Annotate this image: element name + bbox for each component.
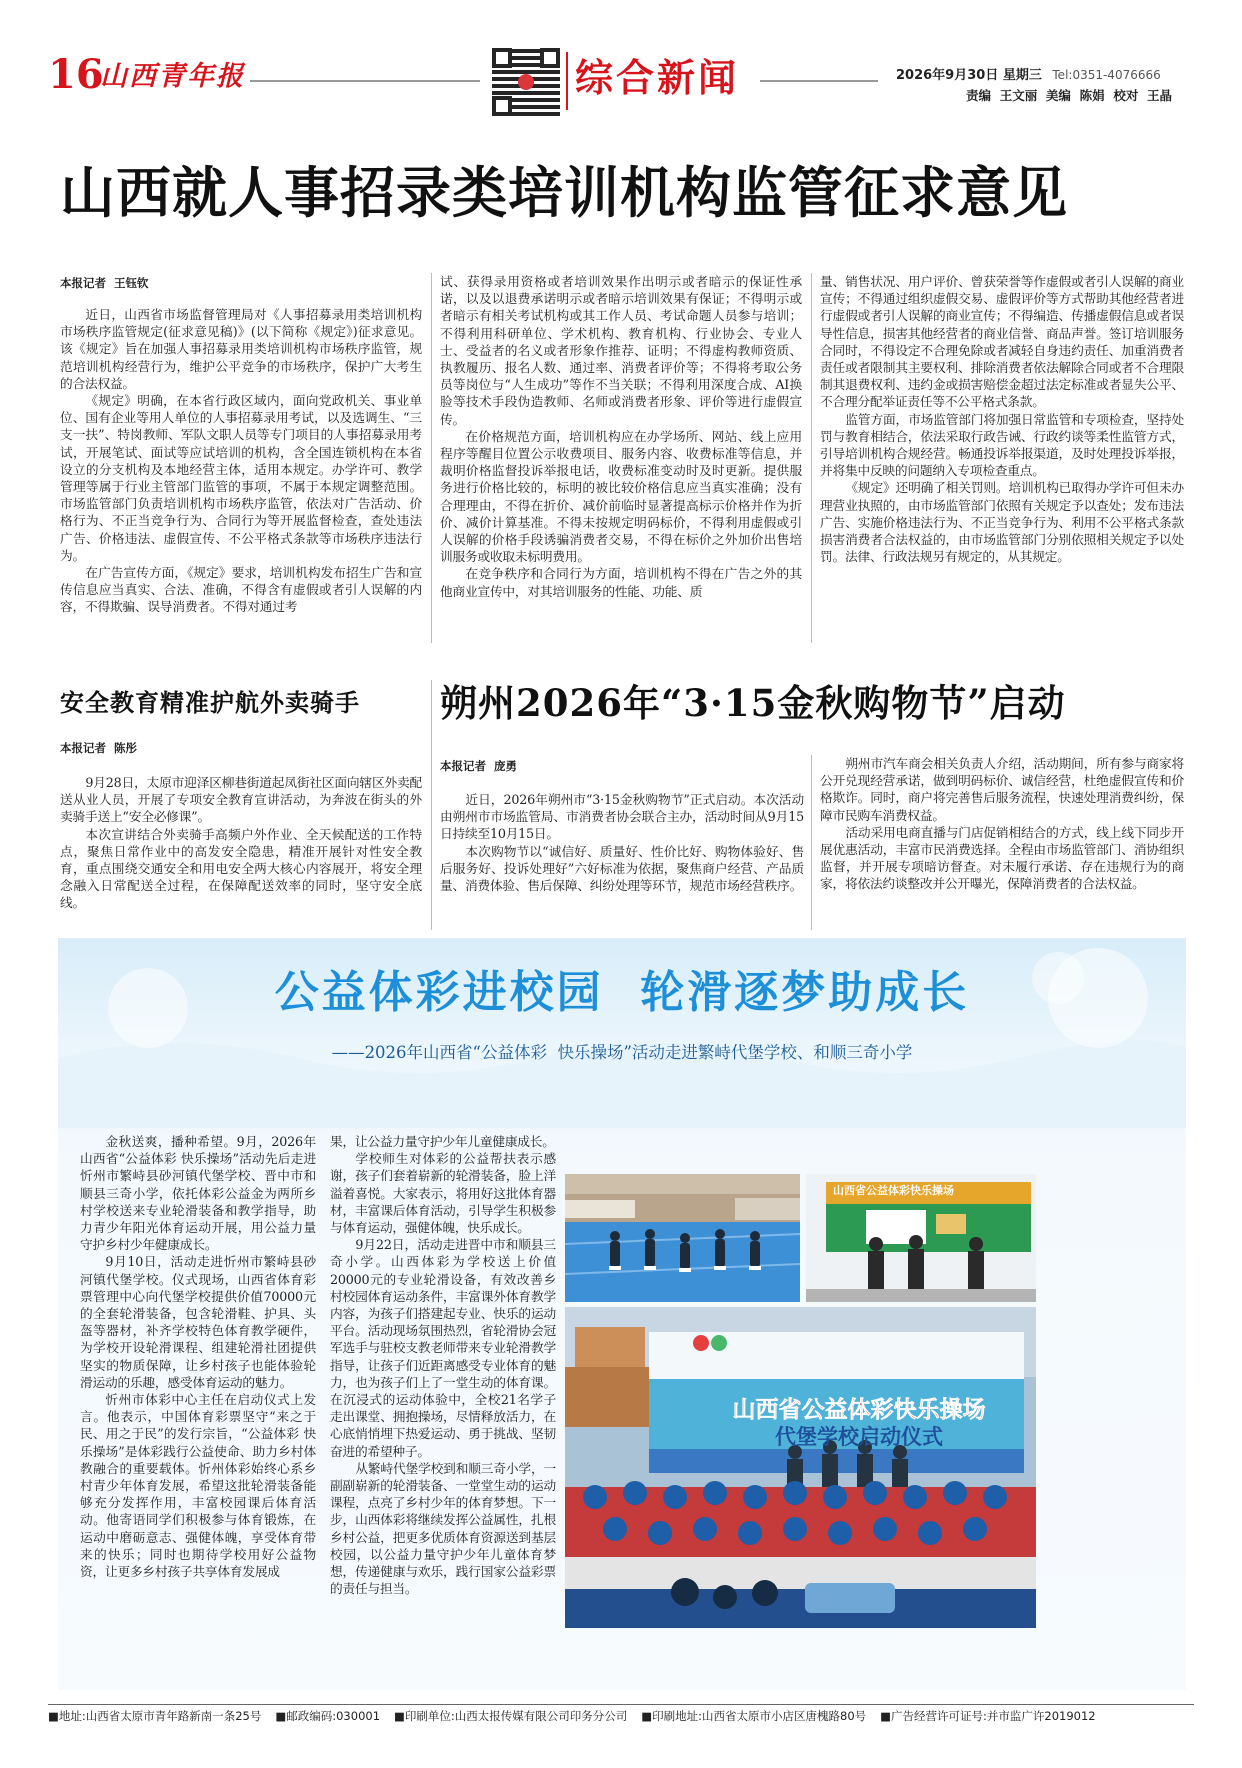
- column-rule: [811, 755, 812, 930]
- footer: [48, 1708, 1194, 1724]
- footer-rule: [48, 1704, 1194, 1705]
- story3-paragraph: 本次购物节以“诚信好、质量好、性价比好、购物体验好、售后服务好、投诉处理好”六好标准为依据，聚焦商户经营、产品质量、消费体验、售后保障、纠纷处理等环节，规范市场经营秩序。: [440, 843, 804, 894]
- section-title: 综合新闻: [575, 55, 740, 100]
- footer-print-address: ■印刷地址:山西省太原市小店区唐槐路80号: [641, 1709, 867, 1723]
- lead-paragraph: 在广告宣传方面，《规定》要求，培训机构发布招生广告和宣传信息应当真实、合法、准确，不得含有虚假或者引人误解的内容，不得欺骗、误导消费者。不得对通过考: [60, 565, 422, 615]
- banner-line-1: 山西省公益体彩快乐操场: [732, 1397, 986, 1423]
- lead-paragraph: 试、获得录用资格或者培训效果作出明示或者暗示的保证性承诺，以及以退费承诺明示或者暗示培训效果有保证；不得明示或者暗示有相关考试机构或其工作人员、考试命题人员参与培训；不得利用科研单位、学术机构、教育机构、行业协会、专业人士、受益者的名义或者形象作推荐、证明；不得虚构教师资质、执教履历、报名人数、通过率、消费者评价等；不得将考取公务员等岗位与“人生成功”等作不当关联；不得利用深度合成、AI换脸等技术手段伪造教师、名师或消费者形象、评价等进行虚假宣传。: [440, 274, 802, 427]
- feature-block: [58, 938, 1186, 1690]
- tel-text: Tel:0351-4076666: [1052, 68, 1161, 82]
- banner-line-2: 代堡学校启动仪式: [775, 1425, 943, 1449]
- lead-paragraph: 《规定》还明确了相关罚则。培训机构已取得办学许可但未办理营业执照的，由市场监管部门依照有关规定予以查处；发布违法广告、实施价格违法行为、不正当竞争行为、利用不公平格式条款损害消费者合法权益的，由市场监管部门分别依照相关规定予以处罚。法律、行政法规另有规定的，从其规定。: [820, 480, 1184, 565]
- feature-column-1: [80, 1133, 316, 1580]
- masthead-rule-right: [760, 80, 878, 82]
- story2-headline: 安全教育精准护航外卖骑手: [60, 688, 360, 717]
- story3-paragraph: 朔州市汽车商会相关负责人介绍，活动期间，所有参与商家将公开兑现经营承诺，做到明码标价、诚信经营，杜绝虚假宣传和价格欺诈。同时，商户将完善售后服务流程，快速处理消费纠纷，保障市民购车消费权益。: [820, 756, 1184, 823]
- editors-line: 责编 王文丽 美编 陈娟 校对 王晶: [966, 88, 1173, 103]
- lead-column-2: [440, 273, 802, 600]
- column-rule: [431, 680, 432, 930]
- feature-paragraph: 忻州市体彩中心主任在启动仪式上发言。他表示，中国体育彩票坚守“来之于民、用之于民”的发行宗旨，“公益体彩 快乐操场”是体彩践行公益使命、助力乡村体教融合的重要载体。忻州体彩始终心系乡村青少年体育发展，希望这批轮滑装备能够充分发挥作用，丰富校园课后体育活动。他寄语同学们积极参与体育锻炼，在运动中磨砺意志、强健体魄，享受体育带来的快乐；同时也期待学校用好公益物资，让更多乡村孩子共享体育发展成: [80, 1392, 316, 1580]
- section-divider-bar: [566, 52, 568, 110]
- story2-paragraph: 本次宣讲结合外卖骑手高频户外作业、全天候配送的工作特点，聚焦日常作业中的高发安全隐患，精准开展针对性安全教育，重点围绕交通安全和用电安全两大核心内容展开，将安全理念融入日常配送全过程，在保障配送效率的同时，坚守安全底线。: [60, 826, 422, 911]
- date-text: 2026年9月30日 星期三: [896, 68, 1042, 83]
- story3-headline: 朔州2026年“3·15金秋购物节”启动: [440, 681, 1066, 725]
- feature-paragraph: 果，让公益力量守护少年儿童健康成长。: [330, 1134, 555, 1149]
- feature-title: 公益体彩进校园 轮滑逐梦助成长: [274, 967, 970, 1018]
- footer-printer: ■印刷单位:山西太报传媒有限公司印务分公司: [394, 1709, 628, 1723]
- masthead-rule-left: [250, 80, 480, 82]
- sign-text: 山西省公益体彩快乐操场: [833, 1184, 954, 1197]
- column-rule: [431, 273, 432, 643]
- footer-address: ■地址:山西省太原市青年路新南一条25号: [48, 1709, 262, 1723]
- lead-paragraph: 量、销售状况、用户评价、曾获荣誉等作虚假或者引人误解的商业宣传；不得通过组织虚假交易、虚假评价等方式帮助其他经营者进行虚假或者引人误解的商业宣传；不得编造、传播虚假信息或者误导性信息，损害其他经营者的商业信誉、商品声誉。签订培训服务合同时，不得设定不合理免除或者减轻自身违约责任、加重消费者责任或者限制其主要权利、排除消费者依法解除合同或者不合理限制其退费权利、违约金或损害赔偿金超过法定标准或者显失公平、不合理分配举证责任等不公平格式条款。: [820, 274, 1184, 410]
- feature-column-2: [330, 1133, 556, 1597]
- lead-paragraph: 在价格规范方面，培训机构应在办学场所、网站、线上应用程序等醒目位置公示收费项目、服务内容、收费标准等信息，并裁明价格监督投诉举报电话，收费标准变动时及时更新。提供服务进行价格比较的，标明的被比较价格信息应当真实准确；没有合理理由，不得在折价、减价前临时显著提高标示价格并作为折价、减价计算基准。不得未按规定明码标价，不得利用虚假或引人误解的价格手段诱骗消费者交易，不得在标价之外加价出售培训服务或收取未标明费用。: [440, 428, 802, 565]
- feature-paragraph: 从繁峙代堡学校到和顺三奇小学，一副副崭新的轮滑装备、一堂堂生动的运动课程，点亮了乡村少年的体育梦想。下一步，山西体彩将继续发挥公益属性，扎根乡村公益，把更多优质体育资源送到基层校园，以公益力量守护少年儿童体育梦想，传递健康与欢乐，践行国家公益彩票的责任与担当。: [330, 1460, 556, 1597]
- story2-byline: 本报记者 陈彤: [60, 741, 138, 755]
- lead-column-3: [820, 273, 1184, 565]
- lead-headline: 山西就人事招录类培训机构监管征求意见: [60, 160, 1069, 225]
- qr-code[interactable]: [492, 48, 560, 116]
- lead-paragraph: 《规定》明确，在本省行政区域内，面向党政机关、事业单位、国有企业等用人单位的人事招募录用考试，以及选调生、“三支一扶”、特岗教师、军队文职人员等专门项目的人事招募录用考试，开展笔试、面试等应试培训的机构，含全国连锁机构在本省设立的分支机构及本地经营主体，适用本规定。办学许可、教学管理等属于行业主管部门监管的事项，不属于本规定调整范围。市场监管部门负责培训机构市场秩序监管，依法对广告活动、价格行为、不正当竞争行为、合同行为等开展监督检查，查处违法广告、价格违法、虚假宣传、不公平格式条款等市场秩序违法行为。: [60, 393, 422, 563]
- column-rule: [811, 273, 812, 643]
- feature-paragraph: 9月22日，活动走进晋中市和顺县三奇小学。山西体彩为学校送上价值20000元的专业轮滑设备，有效改善乡村校园体育运动条件，丰富课外体育教学内容，为孩子们搭建起专业、快乐的运动平台。活动现场氛围热烈，省轮滑协会冠军选手与驻校支教老师带来专业轮滑教学指导，让孩子们近距离感受专业体育的魅力，也为孩子们上了一堂生动的体育课。在沉浸式的运动体验中，全校21名学子走出课堂、拥抱操场，尽情释放活力，在心底悄悄埋下热爱运动、勇于挑战、坚韧奋进的希望种子。: [330, 1237, 556, 1459]
- feature-paragraph: 9月10日，活动走进忻州市繁峙县砂河镇代堡学校。仪式现场，山西省体育彩票管理中心向代堡学校提供价值70000元的全套轮滑装备，包含轮滑鞋、护具、头盔等器材，补齐学校特色体育教学硬件，为学校开设轮滑课程、组建轮滑社团提供坚实的物质保障，让乡村孩子也能体验轮滑运动的乐趣，感受体育运动的魅力。: [80, 1254, 316, 1390]
- photo-group-launch: [565, 1307, 1036, 1628]
- story3-byline: 本报记者 庞勇: [440, 759, 518, 773]
- feature-paragraph: 金秋送爽，播种希望。9月，2026年山西省“公益体彩 快乐操场”活动先后走进忻州市繁峙县砂河镇代堡学校、晋中市和顺县三奇小学，依托体彩公益金为两所乡村学校送来专业轮滑装备和教学指导，助力青少年阳光体育运动开展，用公益力量守护乡村少年健康成长。: [80, 1134, 316, 1253]
- story3-paragraph: 近日，2026年朔州市“3·15金秋购物节”正式启动。本次活动由朔州市市场监管局、市消费者协会联合主办，活动时间从9月15日持续至10月15日。: [440, 792, 804, 842]
- story2-paragraph: 9月28日，太原市迎泽区柳巷街道起凤街社区面向辖区外卖配送从业人员，开展了专项安全教育宣讲活动，为奔波在街头的外卖骑手送上“安全必修课”。: [60, 775, 422, 825]
- footer-postcode: ■邮政编码:030001: [275, 1709, 381, 1723]
- lead-paragraph: 监管方面，市场监管部门将加强日常监管和专项检查，坚持处罚与教育相结合，依法采取行政告诫、行政约谈等柔性监管方式，引导培训机构合规经营。畅通投诉举报渠道，及时处理投诉举报，并将集中反映的问题纳入专项检查重点。: [820, 411, 1184, 479]
- footer-license: ■广告经营许可证号:并市监广许2019012: [880, 1709, 1096, 1723]
- masthead: [0, 0, 1242, 118]
- story3-column-1: [440, 791, 804, 894]
- date-line: [896, 64, 1161, 83]
- lead-paragraph: 近日，山西省市场监督管理局对《人事招募录用类培训机构市场秩序监管规定(征求意见稿)》(以下简称《规定》)征求意见。该《规定》旨在加强人事招募录用类培训机构市场秩序监管，规范培训机构经营行为，维护公平竞争的市场秩序，保护广大考生的合法权益。: [60, 307, 422, 391]
- story2-body: [60, 774, 422, 912]
- page-number: 16: [48, 51, 104, 98]
- lead-paragraph: 在竞争秩序和合同行为方面，培训机构不得在广告之外的其他商业宣传中，对其培训服务的性能、功能、质: [440, 566, 802, 599]
- paper-name-logo: 山西青年报: [100, 61, 245, 92]
- feature-subtitle: ——2026年山西省“公益体彩 快乐操场”活动走进繁峙代堡学校、和顺三奇小学: [331, 1043, 913, 1062]
- lead-column-1: [60, 306, 422, 616]
- lead-byline: 本报记者 王钰钦: [60, 276, 149, 290]
- story3-paragraph: 活动采用电商直播与门店促销相结合的方式，线上线下同步开展优惠活动，丰富市民消费选择。全程由市场监管部门、消协组织监督，并开展专项暗访督查。对未履行承诺、存在违规行为的商家，将依法约谈整改并公开曝光，保障消费者的合法权益。: [820, 824, 1184, 892]
- story3-column-2: [820, 755, 1184, 893]
- feature-paragraph: 学校师生对体彩的公益帮扶表示感谢，孩子们套着崭新的轮滑装备，脸上洋溢着喜悦。大家表示，将用好这批体育器材，丰富课后体育活动，引导学生积极参与体育运动，强健体魄，快乐成长。: [330, 1151, 556, 1236]
- photo-skating-kids: [565, 1174, 800, 1302]
